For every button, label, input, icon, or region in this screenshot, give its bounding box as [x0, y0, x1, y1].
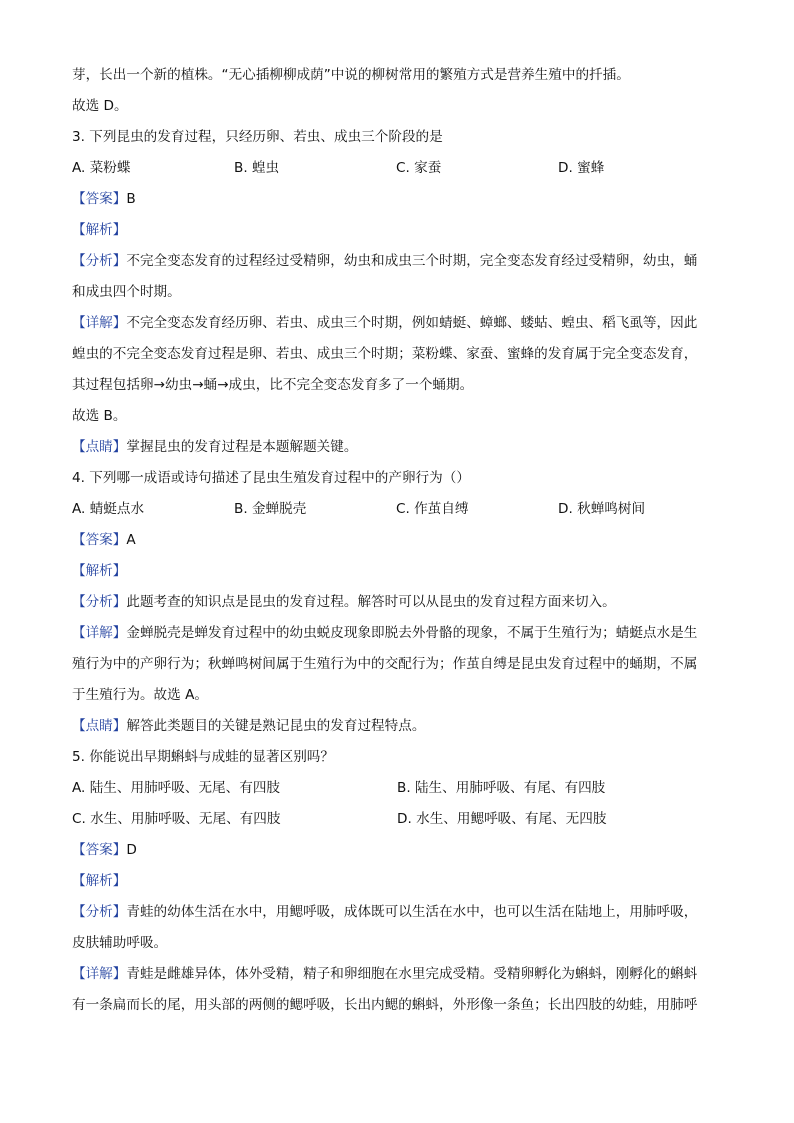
question-4-stem: 4. 下列哪一成语或诗句描述了昆虫生殖发育过程中的产卵行为（） [72, 470, 470, 486]
dianjing-text: 掌握昆虫的发育过程是本题解题关键。 [126, 439, 358, 455]
answer-tag: 【答案】 [72, 532, 127, 548]
dianjing-line [72, 711, 722, 742]
fenxi-text: 和成虫四个时期。 [72, 284, 181, 300]
dianjing-tag: 【点睛】 [72, 718, 127, 734]
fenxi-line [72, 246, 722, 277]
answer-line [72, 525, 722, 556]
option-b: B. 蝗虫 [234, 160, 280, 176]
fenxi-text: 青蛙的幼体生活在水中，用鳃呼吸，成体既可以生活在水中，也可以生活在陆地上，用肺呼吸， [126, 904, 698, 920]
option-c: C. 家蚕 [396, 160, 442, 176]
option-a: A. 菜粉蝶 [72, 160, 131, 176]
xiangjie-text: 金蝉脱壳是蝉发育过程中的幼虫蜕皮现象即脱去外骨骼的现象，不属于生殖行为；蜻蜓点水是生 [126, 625, 698, 641]
fenxi-tag: 【分析】 [72, 253, 127, 269]
option-b: B. 陆生、用肺呼吸、有尾、有四肢 [397, 780, 606, 796]
option-d: D. 蜜蜂 [558, 160, 605, 176]
xiangjie-text: 蝗虫的不完全变态发育过程是卵、若虫、成虫三个时期；菜粉蝶、家蚕、蜜蜂的发育属于完全变态发育， [72, 346, 698, 362]
question-3-options [72, 153, 722, 184]
answer-tag: 【答案】 [72, 191, 127, 207]
xiangjie-line [72, 308, 722, 339]
answer-value: D [126, 842, 137, 858]
xiangjie-text: 故选 B。 [72, 408, 127, 424]
option-c: C. 作茧自缚 [396, 501, 469, 517]
fenxi-tag: 【分析】 [72, 904, 127, 920]
xiangjie-tag: 【详解】 [72, 966, 127, 982]
xiangjie-tag: 【详解】 [72, 625, 127, 641]
option-a: A. 蜻蜓点水 [72, 501, 145, 517]
fenxi-tag: 【分析】 [72, 594, 127, 610]
question-5-stem: 5. 你能说出早期蝌蚪与成蛙的显著区别吗？ [72, 749, 334, 765]
analysis-heading: 【解析】 [72, 563, 127, 579]
xiangjie-text: 殖行为中的产卵行为；秋蝉鸣树间属于生殖行为中的交配行为；作茧自缚是昆虫发育过程中的蛹期，不属 [72, 656, 698, 672]
fenxi-line [72, 897, 722, 928]
fenxi-text: 不完全变态发育的过程经过受精卵，幼虫和成虫三个时期，完全变态发育经过受精卵，幼虫，蛹 [126, 253, 698, 269]
answer-tag: 【答案】 [72, 842, 127, 858]
analysis-heading: 【解析】 [72, 873, 127, 889]
dianjing-tag: 【点睛】 [72, 439, 127, 455]
answer-value: A [126, 532, 136, 548]
option-d: D. 秋蝉鸣树间 [558, 501, 646, 517]
xiangjie-text: 青蛙是雌雄异体，体外受精，精子和卵细胞在水里完成受精。受精卵孵化为蝌蚪，刚孵化的蝌蚪 [126, 966, 698, 982]
text-line: 故选 D。 [72, 98, 128, 114]
xiangjie-line [72, 959, 722, 990]
analysis-heading: 【解析】 [72, 222, 127, 238]
option-a: A. 陆生、用肺呼吸、无尾、有四肢 [72, 780, 281, 796]
xiangjie-text: 不完全变态发育经历卵、若虫、成虫三个时期，例如蜻蜓、蟑螂、蝼蛄、蝗虫、稻飞虱等，因此 [126, 315, 698, 331]
fenxi-text: 此题考查的知识点是昆虫的发育过程。解答时可以从昆虫的发育过程方面来切入。 [126, 594, 616, 610]
fenxi-text: 皮肤辅助呼吸。 [72, 935, 168, 951]
answer-line [72, 835, 722, 866]
dianjing-line [72, 432, 722, 463]
xiangjie-text: 其过程包括卵→幼虫→蛹→成虫，比不完全变态发育多了一个蛹期。 [72, 377, 474, 393]
xiangjie-tag: 【详解】 [72, 315, 127, 331]
xiangjie-line [72, 618, 722, 649]
text-line: 芽，长出一个新的植株。“无心插柳柳成荫”中说的柳树常用的繁殖方式是营养生殖中的扦插。 [72, 67, 630, 83]
question-5-options-row2 [72, 804, 722, 835]
xiangjie-text: 于生殖行为。故选 A。 [72, 687, 208, 703]
option-c: C. 水生、用肺呼吸、无尾、有四肢 [72, 811, 281, 827]
option-d: D. 水生、用鳃呼吸、有尾、无四肢 [397, 811, 607, 827]
option-b: B. 金蝉脱壳 [234, 501, 307, 517]
xiangjie-text: 有一条扁而长的尾，用头部的两侧的鳃呼吸，长出内鳃的蝌蚪，外形像一条鱼；长出四肢的幼蛙，用肺呼 [72, 997, 698, 1013]
fenxi-line [72, 587, 722, 618]
answer-value: B [126, 191, 136, 207]
document-page [72, 60, 722, 1021]
dianjing-text: 解答此类题目的关键是熟记昆虫的发育过程特点。 [126, 718, 426, 734]
question-5-options-row1 [72, 773, 722, 804]
question-4-options [72, 494, 722, 525]
answer-line [72, 184, 722, 215]
question-3-stem: 3. 下列昆虫的发育过程，只经历卵、若虫、成虫三个阶段的是 [72, 129, 443, 145]
